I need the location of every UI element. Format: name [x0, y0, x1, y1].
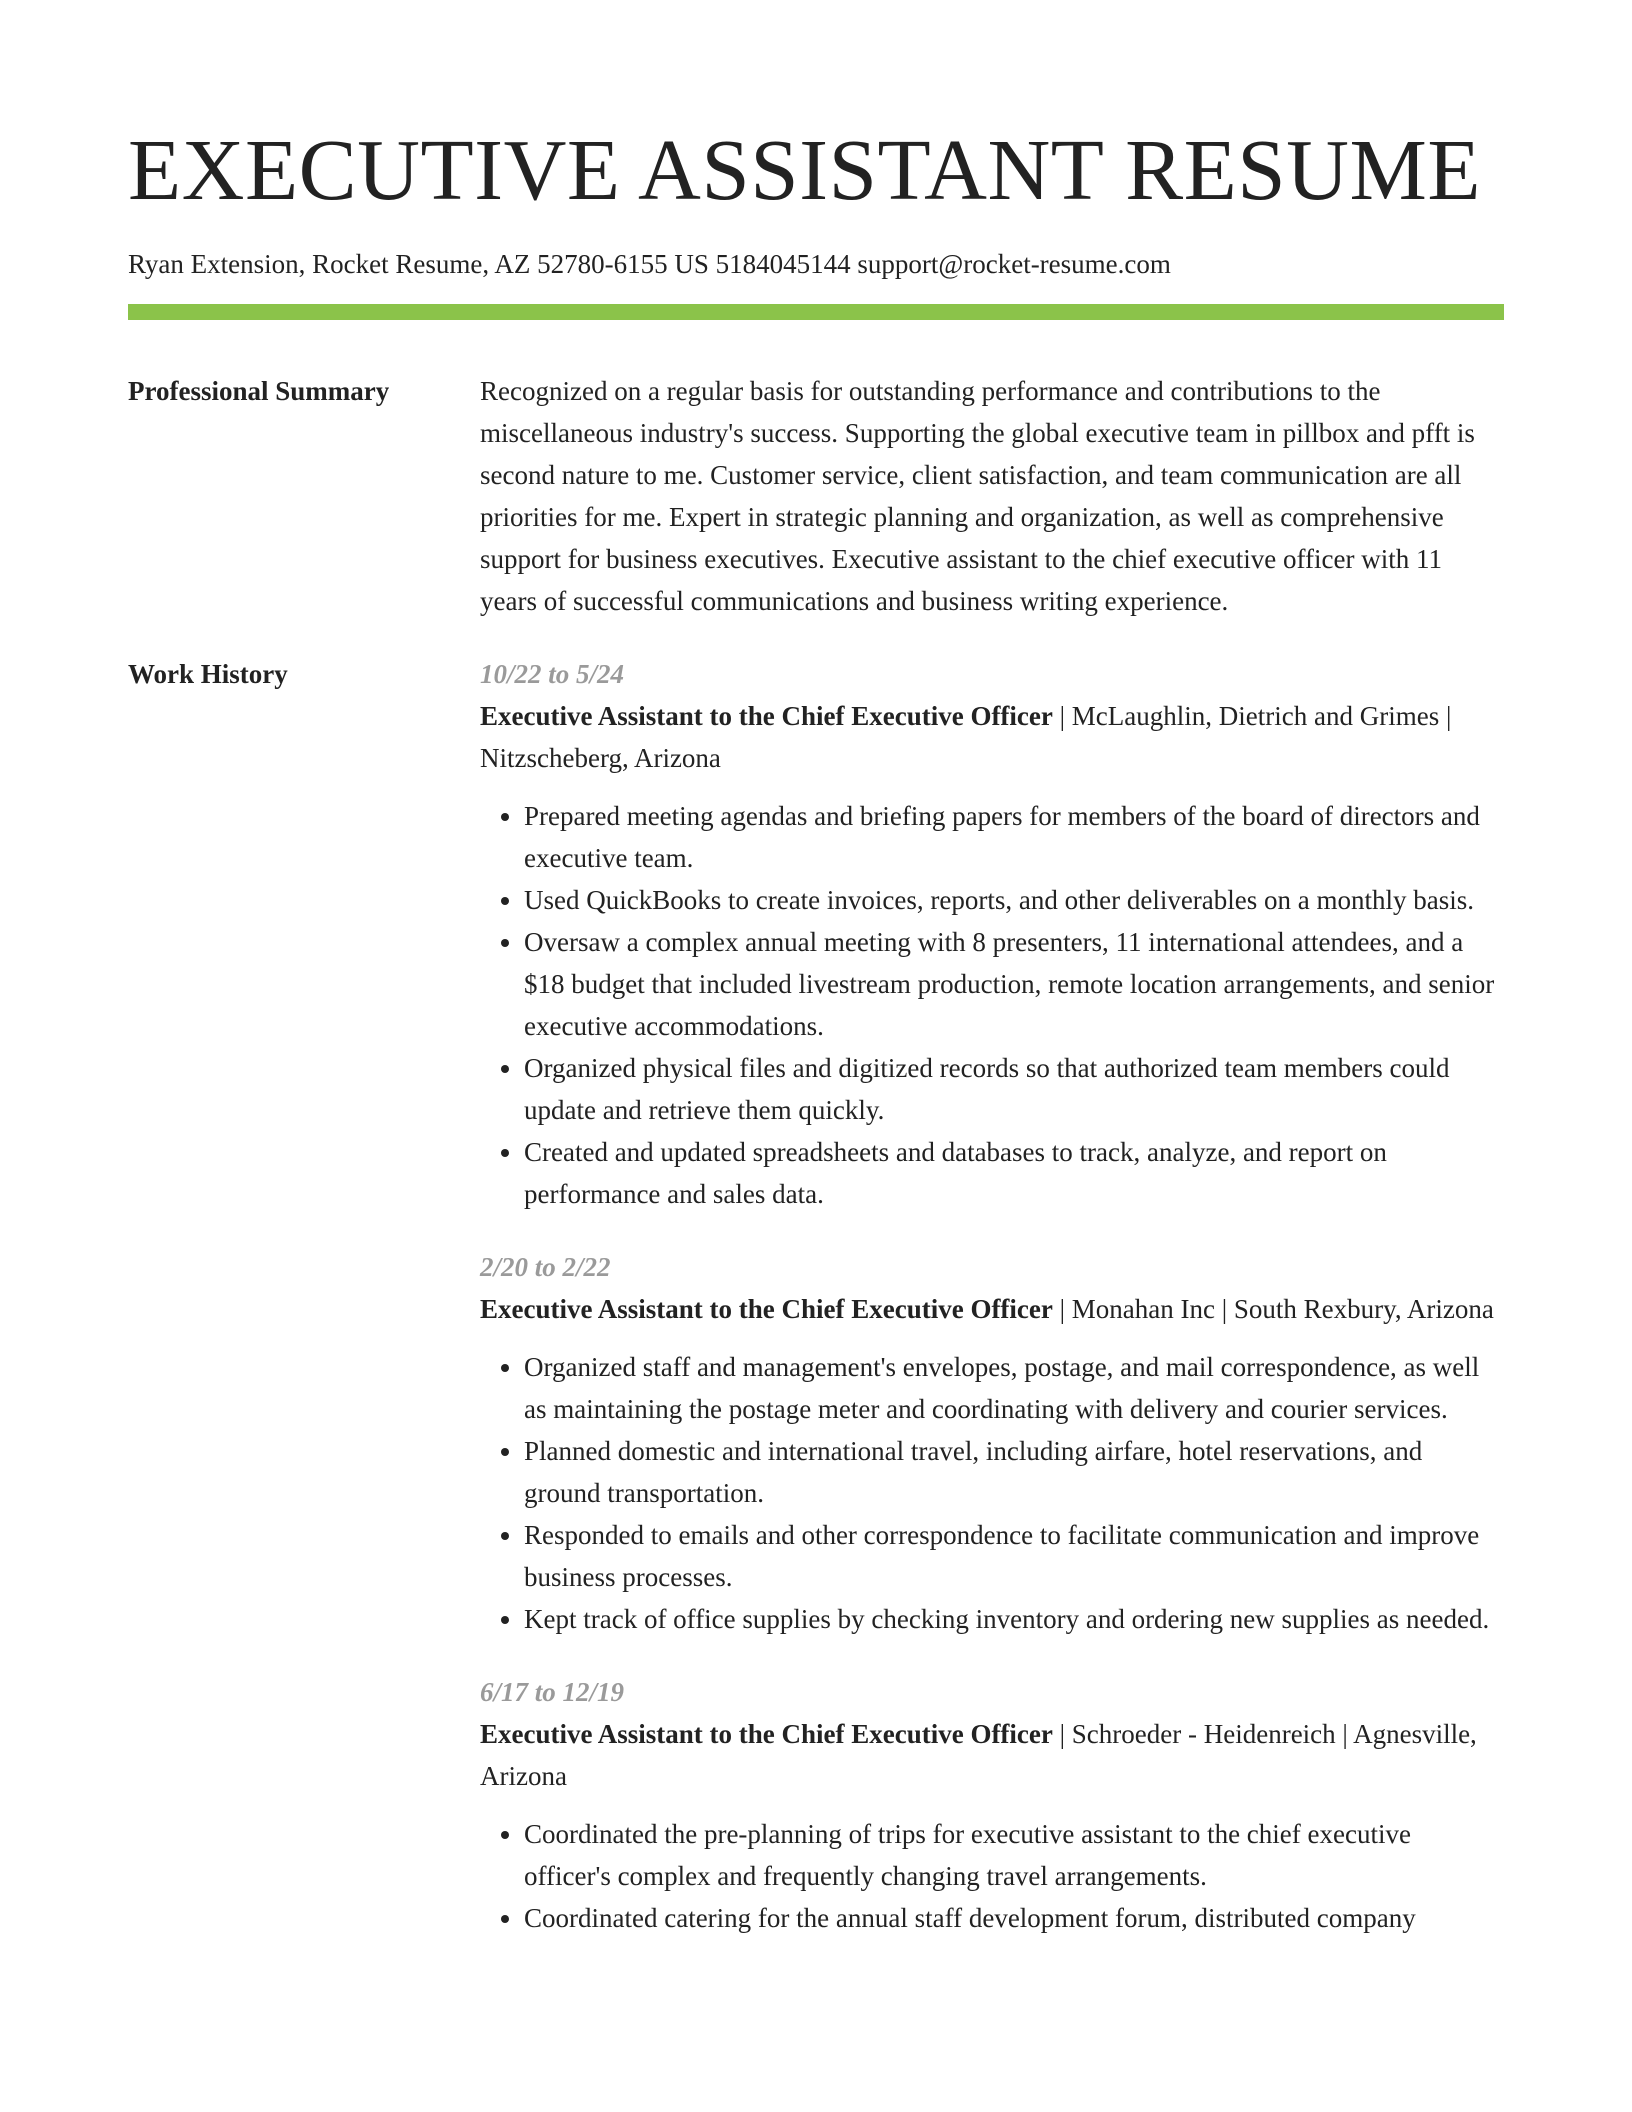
- job-title: Executive Assistant to the Chief Executive Officer: [480, 701, 1053, 731]
- resume-title: EXECUTIVE ASSISTANT RESUME: [128, 121, 1482, 218]
- job-dates: 2/20 to 2/22: [480, 1252, 611, 1282]
- job-title: Executive Assistant to the Chief Executive Officer: [480, 1719, 1053, 1749]
- job-entry: [480, 1671, 1504, 1939]
- job-heading: [480, 1288, 1504, 1330]
- job-bullet: • Used QuickBooks to create invoices, reports, and other deliverables on a monthly basis.: [524, 879, 1504, 921]
- contact-line: Ryan Extension, Rocket Resume, AZ 52780-6155 US 5184045144 support@rocket-resume.com: [128, 249, 1171, 279]
- job-bullet: • Organized staff and management's envelopes, postage, and mail correspondence, as well as maintaining the postage meter and coordinating with delivery and courier services.: [524, 1346, 1504, 1430]
- job-bullet: • Oversaw a complex annual meeting with 8 presenters, 11 international attendees, and a $18 budget that included livestream production, remote location arrangements, and senior executive accommodations.: [524, 921, 1504, 1047]
- job-entry: [480, 1246, 1504, 1640]
- job-heading: [480, 695, 1504, 779]
- job-bullet: • Created and updated spreadsheets and databases to track, analyze, and report on performance and sales data.: [524, 1131, 1504, 1215]
- job-dates: 10/22 to 5/24: [480, 659, 625, 689]
- work-history-body: [480, 653, 1504, 1970]
- job-bullet: • Coordinated the pre-planning of trips for executive assistant to the chief executive officer's complex and frequently changing travel arrangements.: [524, 1813, 1504, 1897]
- job-bullet-list: [480, 795, 1504, 1215]
- job-bullet: • Kept track of office supplies by checking inventory and ordering new supplies as needed.: [524, 1598, 1504, 1640]
- job-employer-location: | Monahan Inc | South Rexbury, Arizona: [1052, 1294, 1494, 1324]
- job-bullet: • Planned domestic and international travel, including airfare, hotel reservations, and ground transportation.: [524, 1430, 1504, 1514]
- resume-page: [128, 0, 1504, 1970]
- job-bullet-list: [480, 1346, 1504, 1640]
- job-bullet: • Responded to emails and other correspondence to facilitate communication and improve business processes.: [524, 1514, 1504, 1598]
- summary-body: [480, 370, 1504, 622]
- job-entry: [480, 653, 1504, 1215]
- job-heading: [480, 1713, 1504, 1797]
- section-label-work-history: Work History: [128, 659, 288, 689]
- job-title: Executive Assistant to the Chief Executive Officer: [480, 1294, 1053, 1324]
- job-bullet: • Coordinated catering for the annual staff development forum, distributed company: [524, 1897, 1504, 1939]
- job-bullet: • Organized physical files and digitized records so that authorized team members could update and retrieve them quickly.: [524, 1047, 1504, 1131]
- job-bullet-list: [480, 1813, 1504, 1939]
- job-dates: 6/17 to 12/19: [480, 1677, 625, 1707]
- section-label-professional-summary: Professional Summary: [128, 376, 390, 406]
- job-employer-location: | Schroeder - Heidenreich | Agnesville, Arizona: [480, 1719, 1477, 1791]
- summary-text: Recognized on a regular basis for outstanding performance and contributions to the miscellaneous industry's success. Supporting the global executive team in pillbox and pfft is second nature to me. Customer service, client satisfaction, and team communication are all priorities for me. Expert in strategic planning and organization, as well as comprehensive support for business executives. Executive assistant to the chief executive officer with 11 years of successful communications and business writing experience.: [480, 376, 1475, 616]
- work-history-section: [128, 653, 1504, 1970]
- professional-summary-section: [128, 370, 1504, 622]
- job-employer-location: | McLaughlin, Dietrich and Grimes | Nitzscheberg, Arizona: [480, 701, 1452, 773]
- header-divider: [128, 304, 1504, 320]
- job-bullet: • Prepared meeting agendas and briefing papers for members of the board of directors and executive team.: [524, 795, 1504, 879]
